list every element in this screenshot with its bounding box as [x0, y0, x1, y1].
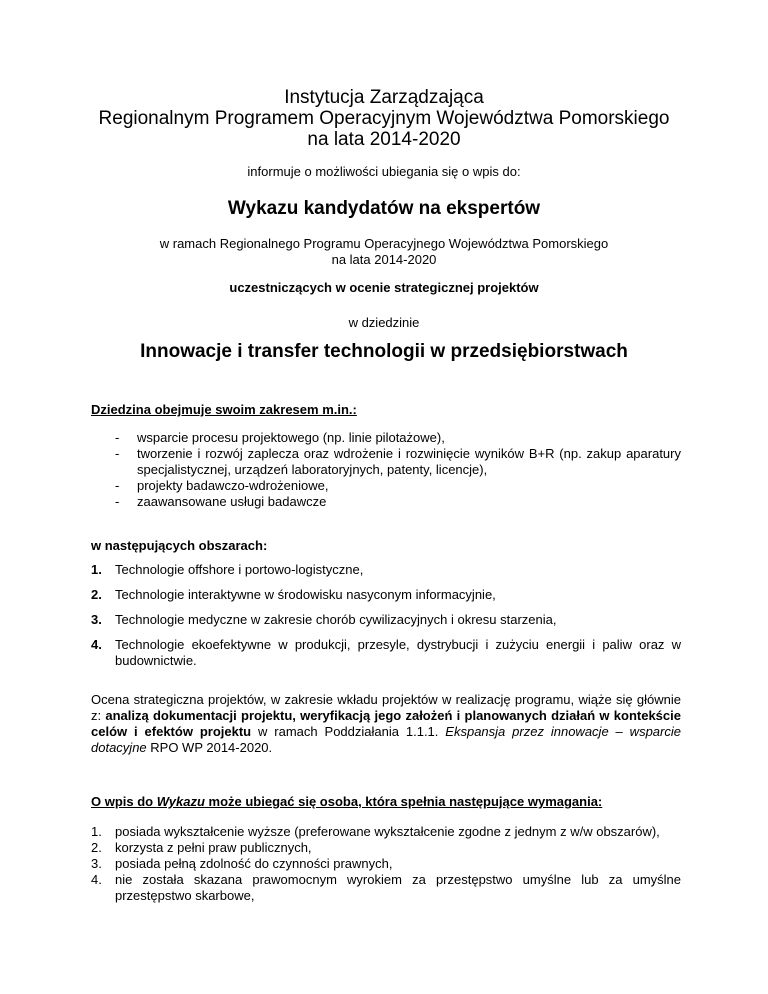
requirements-heading: [91, 794, 681, 810]
scope-heading-text: Dziedzina obejmuje swoim zakresem m.in.:: [91, 402, 357, 417]
header-line-2: Regionalnym Programem Operacyjnym Województwa Pomorskiego: [98, 108, 670, 129]
requirements-list: [91, 824, 681, 904]
areas-heading: w następujących obszarach:: [91, 538, 268, 553]
program-line-2: na lata 2014-2020: [331, 252, 437, 267]
institution-header: [60, 87, 708, 150]
list-item: [91, 824, 681, 840]
area-number: 3.: [91, 612, 102, 627]
req-number: 1.: [91, 824, 102, 839]
list-item: [91, 856, 681, 872]
req-number: 2.: [91, 840, 102, 855]
req-number: 3.: [91, 856, 102, 871]
header-line-1: Instytucja Zarządzająca: [284, 87, 484, 108]
scope-item-text: projekty badawczo-wdrożeniowe,: [137, 478, 329, 493]
register-title: Wykazu kandydatów na ekspertów: [227, 198, 541, 219]
assessment-text-1: Ocena strategiczna projektów, w zakresie wkładu projektów w realizację programu, wiąże się głównie z:: [91, 692, 681, 723]
assessment-text-3: RPO WP 2014-2020.: [146, 740, 273, 755]
areas-list: [91, 562, 681, 678]
header-line-3: na lata 2014-2020: [307, 129, 461, 150]
req-text: posiada pełną zdolność do czynności prawnych,: [115, 856, 393, 871]
req-text: korzysta z pełni praw publicznych,: [115, 840, 312, 855]
list-item: [91, 872, 681, 904]
participation-text: uczestniczących w ocenie strategicznej projektów: [229, 280, 539, 295]
req-heading-italic: Wykazu: [156, 794, 205, 809]
assessment-text-2: w ramach Poddziałania 1.1.1.: [251, 724, 446, 739]
req-heading-1: O wpis do: [91, 794, 157, 809]
area-text: Technologie offshore i portowo-logistyczne,: [115, 562, 364, 577]
area-number: 2.: [91, 587, 102, 602]
list-item: [91, 840, 681, 856]
scope-heading: [91, 402, 681, 418]
assessment-paragraph: [91, 692, 681, 756]
assessment-italic: Ekspansja przez innowacje – wsparcie dotacyjne: [91, 724, 681, 755]
field-intro: w dziedzinie: [348, 315, 420, 330]
req-text: nie została skazana prawomocnym wyrokiem za przestępstwo umyślne lub za umyślne przestępstwo skarbowe,: [115, 872, 681, 903]
list-item: - tworzenie i rozwój zaplecza oraz wdrożenie i rozwinięcie wyników B+R (np. zakup aparatury specjalistycznej, urządzeń laboratoryjnych, patenty, licencje),: [115, 446, 681, 477]
req-number: 4.: [91, 872, 102, 887]
list-item: [91, 587, 681, 603]
field-title: Innowacje i transfer technologii w przedsiębiorstwach: [140, 341, 628, 362]
assessment-bold: analizą dokumentacji projektu, weryfikacją jego założeń i planowanych działań w kontekście celów i efektów projektu: [91, 708, 681, 739]
list-item: [91, 612, 681, 628]
scope-list: [91, 430, 681, 510]
scope-item-text: wsparcie procesu projektowego (np. linie pilotażowe),: [137, 430, 445, 445]
program-context: [60, 236, 708, 268]
area-text: Technologie ekoefektywne w produkcji, przesyle, dystrybucji i zużyciu energii i paliw oraz w budownictwie.: [115, 637, 681, 668]
area-number: 1.: [91, 562, 102, 577]
scope-item-text: zaawansowane usługi badawcze: [137, 494, 327, 509]
list-item: [91, 637, 681, 669]
program-line-1: w ramach Regionalnego Programu Operacyjnego Województwa Pomorskiego: [159, 236, 609, 251]
list-item: - wsparcie procesu projektowego (np. linie pilotażowe),: [115, 430, 445, 445]
list-item: - zaawansowane usługi badawcze: [115, 494, 327, 509]
scope-item-text: tworzenie i rozwój zaplecza oraz wdrożenie i rozwinięcie wyników B+R (np. zakup aparatury specjalistycznej, urządzeń laboratoryjnych, patenty, licencje),: [137, 446, 681, 477]
req-heading-2: może ubiegać się osoba, która spełnia następujące wymagania:: [204, 794, 603, 809]
area-number: 4.: [91, 637, 102, 652]
inform-text: informuje o możliwości ubiegania się o wpis do:: [247, 164, 521, 179]
req-text: posiada wykształcenie wyższe (preferowane wykształcenie zgodne z jednym z w/w obszarów),: [115, 824, 660, 839]
list-item: - projekty badawczo-wdrożeniowe,: [115, 478, 329, 493]
area-text: Technologie medyczne w zakresie chorób cywilizacyjnych i okresu starzenia,: [115, 612, 557, 627]
area-text: Technologie interaktywne w środowisku nasyconym informacyjnie,: [115, 587, 496, 602]
list-item: [91, 562, 681, 578]
